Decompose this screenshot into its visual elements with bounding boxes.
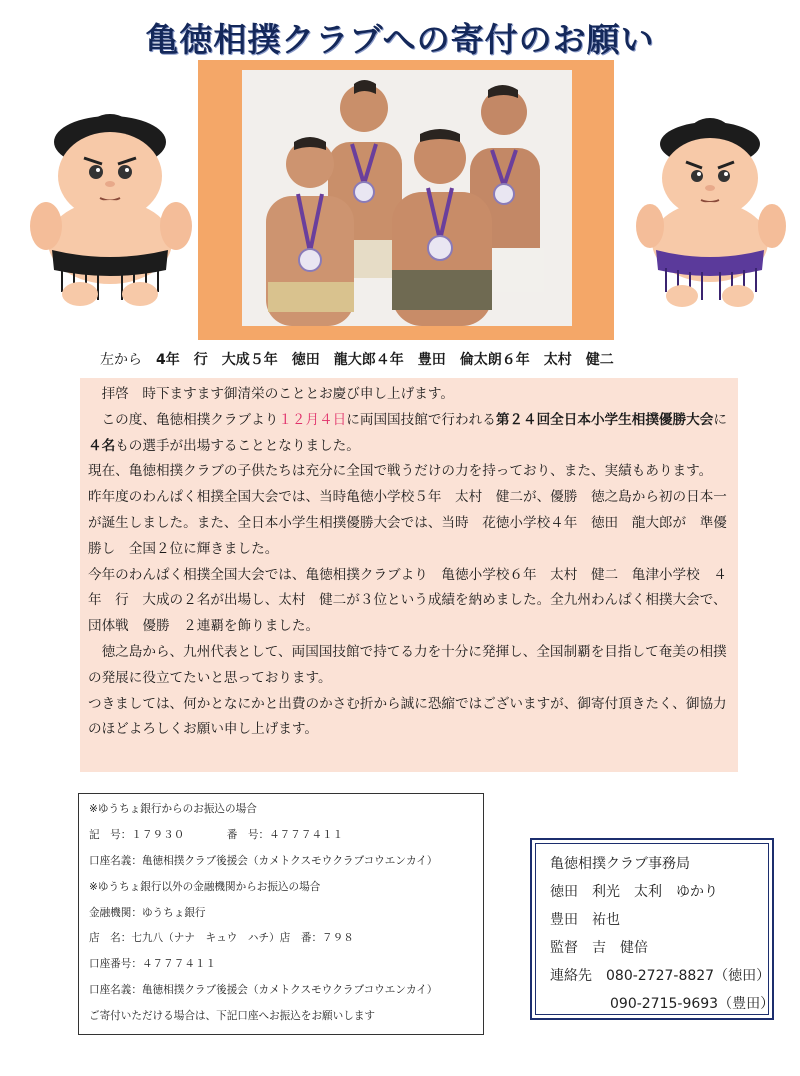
donation-letter	[80, 378, 738, 772]
sumo-mascot-left	[28, 100, 198, 310]
letter-greeting	[80, 382, 738, 408]
team-photo	[242, 70, 572, 326]
photo-caption	[100, 349, 614, 369]
letter-paragraph-3: 昨年度のわんぱく相撲全国大会では、当時亀徳小学校５年 太村 健二が、優勝 徳之島から初の日本一が誕生しました。また、全日本小学生相撲優勝大会では、当時 花徳小学校４年 徳田 龍大郎が 準優勝し 全国２位に輝きました。	[88, 489, 727, 557]
office-members-1: 徳田 利光 太利 ゆかり	[550, 884, 718, 900]
contact-phone-2: 090-2715-9693（豊田）	[610, 996, 775, 1012]
player-count: ４名	[88, 437, 116, 454]
greeting-text: 拝啓 時下ますます御清栄のこととお慶び申し上げます。	[101, 386, 454, 402]
tournament-date: １２月４日	[278, 411, 347, 428]
letter-paragraph-2: 現在、亀徳相撲クラブの子供たちは充分に全国で戦うだけの力を持っており、また、実績もあります。	[88, 463, 713, 480]
team-photo-image	[242, 70, 572, 326]
office-contact	[536, 962, 771, 990]
bank-line-other-heading: ※ゆうちょ銀行以外の金融機関からお振込の場合	[89, 880, 321, 893]
bank-line-branch: 店 名：七九八（ナナ キュウ ハチ）店 番：７９８	[89, 932, 354, 945]
contact-phone-1: 080-2727-8827（徳田）	[606, 968, 771, 984]
letter-paragraph-1	[80, 408, 738, 460]
bank-line-account-code: 記 号：１７９３０ 番 号：４７７７４１１	[89, 828, 344, 841]
bank-line-account-holder-2: 口座名義：亀徳相撲クラブ後援会（カメトクスモウクラブコウエンカイ）	[89, 984, 438, 997]
p1-text-d: もの選手が出場することとなりました。	[115, 437, 360, 454]
bank-line-yucho-heading: ※ゆうちょ銀行からのお振込の場合	[89, 803, 257, 815]
bank-line-note: ご寄付いただける場合は、下記口座へお振込をお願いします	[89, 1010, 376, 1023]
caption-prefix: 左から	[100, 352, 142, 368]
sumo-mascot-right	[634, 110, 792, 310]
club-office-inner	[535, 843, 775, 1015]
office-members-2: 豊田 祐也	[550, 912, 620, 928]
p1-text-b: に両国国技館で行われる	[346, 411, 496, 428]
caption-names: 4年 行 大成５年 徳田 龍大郎４年 豊田 倫太朗６年 太村 健二	[156, 352, 614, 368]
letter-paragraph-5	[80, 640, 738, 692]
contact-label: 連絡先	[550, 968, 592, 984]
club-office-box	[530, 838, 774, 1020]
page-title: 亀徳相撲クラブへの寄付のお願い	[145, 20, 655, 59]
letter-paragraph-4: 今年のわんぱく相撲全国大会では、亀徳相撲クラブより 亀徳小学校６年 太村 健二 亀津小学校 ４年 行 大成の２名が出場し、太村 健二が３位という成績を納めました。全九州わんぱく相撲大会で、団体戦 優勝 ２連覇を飾りました。	[88, 566, 727, 635]
bank-line-institution: 金融機関：ゆうちょ銀行	[89, 906, 206, 919]
bank-line-account-number: 口座番号：４７７７４１１	[89, 958, 217, 971]
office-contact-2	[536, 990, 775, 1018]
office-supervisor: 監督 吉 健倍	[550, 940, 648, 956]
team-photo-frame	[198, 60, 614, 340]
p1-text-c: に	[713, 411, 727, 428]
bank-transfer-info	[78, 793, 484, 1035]
bank-line-account-holder: 口座名義：亀徳相撲クラブ後援会（カメトクスモウクラブコウエンカイ）	[89, 854, 438, 867]
tournament-name: 第２４回全日本小学生相撲優勝大会	[495, 411, 714, 428]
p5-text: 徳之島から、九州代表として、両国国技館で持てる力を十分に発揮し、全国制覇を目指して奄美の相撲の発展に役立てたいと思っております。	[88, 643, 727, 686]
p1-text-a: この度、亀徳相撲クラブより	[101, 411, 279, 428]
letter-paragraph-6: つきましては、何かとなにかと出費のかさむ折から誠に恐縮ではございますが、御寄付頂きたく、御協力のほどよろしくお願い申し上げます。	[88, 695, 727, 738]
office-title: 亀徳相撲クラブ事務局	[550, 856, 690, 872]
